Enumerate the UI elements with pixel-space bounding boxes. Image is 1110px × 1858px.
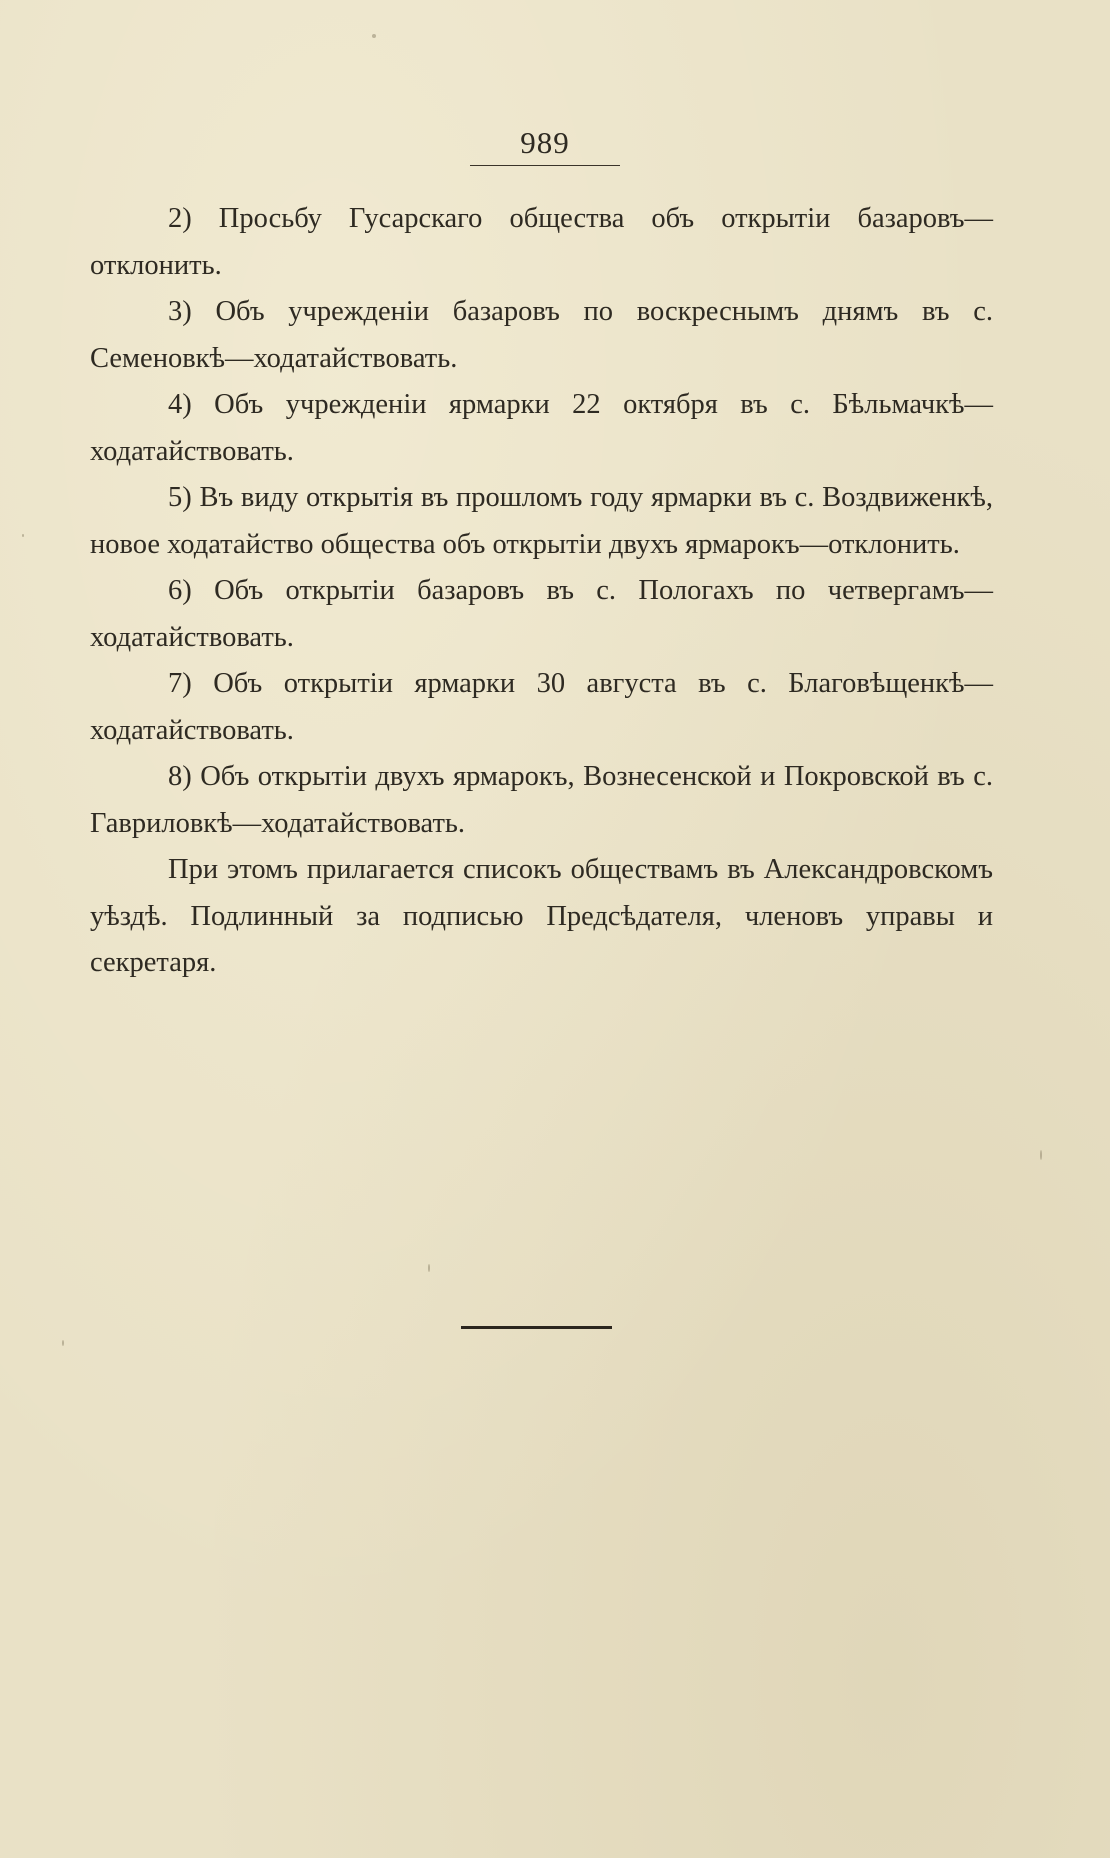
closing-paragraph: При этомъ прилагается списокъ обществамъ въ Александровскомъ уѣздѣ. Подлинный за подписью Предсѣдателя, членовъ управы и секретаря. <box>90 854 993 978</box>
paper-speck <box>428 1264 430 1272</box>
paragraph-item-6: 6) Объ открытіи базаровъ въ с. Пологахъ по четвергамъ—ходатайствовать. <box>90 575 993 653</box>
paper-speck <box>22 534 24 537</box>
paragraph-item-8: 8) Объ открытіи двухъ ярмарокъ, Вознесенской и Покровской въ с. Гавриловкѣ—ходатайствовать. <box>90 761 993 839</box>
paragraph-item-3: 3) Объ учрежденіи базаровъ по воскреснымъ днямъ въ с. Семеновкѣ—ходатайствовать. <box>90 296 993 374</box>
paper-speck <box>372 34 376 38</box>
document-body <box>90 196 993 987</box>
paper-speck <box>62 1340 64 1346</box>
page-number: 989 <box>520 125 570 160</box>
page-number-underline <box>470 165 620 166</box>
paragraph-item-4: 4) Объ учрежденіи ярмарки 22 октября въ с. Бѣльмачкѣ—ходатайствовать. <box>90 389 993 467</box>
paragraph-item-2: 2) Просьбу Гусарскаго общества объ открытіи базаровъ—отклонить. <box>90 203 993 281</box>
paragraph-item-7: 7) Объ открытіи ярмарки 30 августа въ с. Благовѣщенкѣ—ходатайствовать. <box>90 668 993 746</box>
paper-speck <box>1040 1150 1042 1160</box>
end-divider <box>461 1326 612 1329</box>
paragraph-item-5: 5) Въ виду открытія въ прошломъ году ярмарки въ с. Воздвиженкѣ, новое ходатайство общества объ открытіи двухъ ярмарокъ—отклонить. <box>90 482 993 560</box>
